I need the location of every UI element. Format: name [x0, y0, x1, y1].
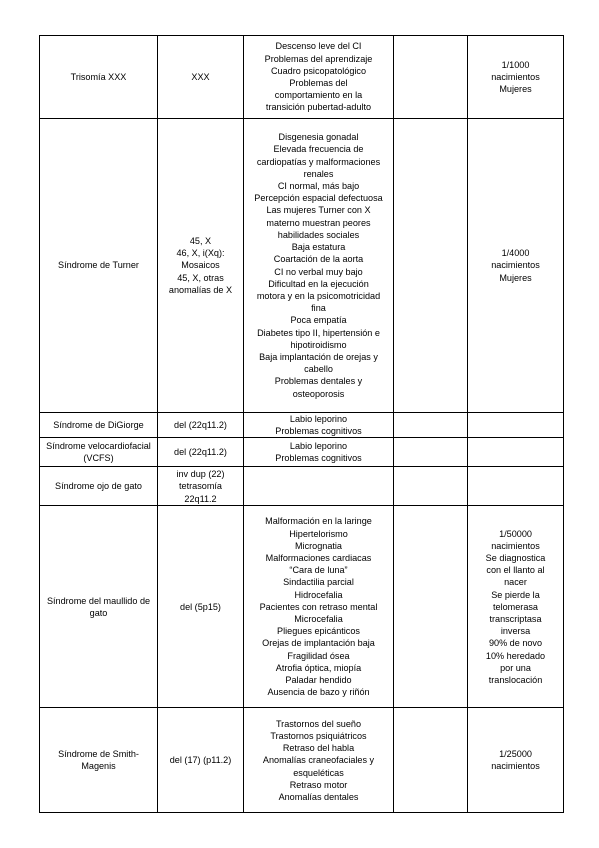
- syndrome-name: Síndrome velocardiofacial (VCFS): [46, 441, 151, 464]
- cell-line: cardiopatías y malformaciones: [256, 156, 381, 167]
- cell-line: Malformación en la laringe: [265, 516, 372, 527]
- incidence-cell: [468, 506, 564, 708]
- cell-line: del (22q11.2): [174, 447, 227, 458]
- cell-line: del (22q11.2): [174, 420, 227, 431]
- empty-cell: [394, 506, 468, 708]
- cell-line: nacimientos: [491, 71, 540, 82]
- cell-line: Ausencia de bazo y riñón: [267, 687, 370, 698]
- cell-line: Elevada frecuencia de: [273, 144, 364, 155]
- cell-line: anomalías de X: [168, 284, 233, 295]
- empty-cell: [394, 708, 468, 813]
- cell-line: Mujeres: [499, 272, 532, 283]
- cell-line: transición pubertad-adulto: [265, 102, 372, 113]
- cell-line: CI no verbal muy bajo: [274, 266, 363, 277]
- features-cell: [244, 708, 394, 813]
- karyotype-cell: [158, 36, 244, 119]
- cell-line: Retraso motor: [289, 779, 348, 790]
- table-row: [40, 708, 564, 813]
- cell-line: CI normal, más bajo: [277, 181, 360, 192]
- cell-line: Labio leporino: [289, 414, 348, 424]
- syndrome-name-cell: [40, 438, 158, 467]
- cell-line: “Cara de luna”: [289, 565, 348, 576]
- karyotype-cell: [158, 413, 244, 438]
- table-row: [40, 119, 564, 413]
- features-cell: [244, 119, 394, 413]
- syndrome-name-cell: [40, 413, 158, 438]
- cell-line: transcriptasa: [489, 614, 542, 624]
- cell-line: 1/50000: [499, 528, 532, 539]
- cell-line: motora y en la psicomotricidad: [256, 290, 381, 301]
- syndrome-name: Síndrome ojo de gato: [55, 481, 142, 492]
- cell-line: con el llanto al: [486, 565, 545, 576]
- cell-line: inversa: [500, 626, 531, 637]
- cell-line: Sindactilia parcial: [283, 577, 354, 588]
- cell-line: renales: [303, 168, 334, 179]
- cell-line: Coartación de la aorta: [273, 254, 364, 265]
- empty-cell: [394, 119, 468, 413]
- cell-line: Hipertelorismo: [289, 528, 348, 539]
- cell-line: Malformaciones cardiacas: [265, 552, 372, 563]
- cell-line: materno muestran peores: [266, 217, 371, 228]
- empty-cell: [394, 438, 468, 467]
- incidence-cell: [468, 36, 564, 119]
- cell-line: Problemas dentales y: [274, 376, 363, 387]
- cell-line: Trastornos psiquiátricos: [270, 730, 367, 741]
- cell-line: 22q11.2: [184, 493, 217, 504]
- cell-line: nacimientos: [491, 761, 540, 772]
- cell-line: Disgenesia gonadal: [278, 132, 359, 143]
- karyotype-cell: [158, 119, 244, 413]
- cell-line: Se pierde la: [491, 589, 540, 600]
- cell-line: Orejas de implantación baja: [262, 638, 375, 649]
- cell-line: XXX: [191, 71, 210, 82]
- syndrome-name: Síndrome del maullido de gato: [46, 595, 151, 618]
- karyotype-cell: [158, 438, 244, 467]
- cell-line: del (17) (p11.2): [169, 755, 232, 766]
- cell-line: Dificultad en la ejecución: [268, 278, 369, 289]
- table-row: [40, 467, 564, 506]
- cell-line: nacimientos: [491, 260, 540, 271]
- cell-line: nacimientos: [491, 540, 540, 551]
- cell-line: por una: [500, 662, 531, 673]
- cell-line: Atrofia óptica, miopía: [275, 662, 362, 673]
- table-row: [40, 413, 564, 438]
- cell-line: 45, X, otras: [177, 272, 224, 283]
- syndrome-name: Síndrome de Turner: [58, 260, 139, 271]
- incidence-cell: [468, 119, 564, 413]
- cell-line: Pliegues epicánticos: [277, 626, 360, 637]
- cell-line: comportamiento en la: [274, 90, 363, 101]
- table-row: [40, 36, 564, 119]
- cell-line: Se diagnostica: [485, 552, 546, 563]
- features-cell: [244, 438, 394, 467]
- cell-line: Paladar hendido: [285, 675, 352, 686]
- cell-line: Cuadro psicopatológico: [270, 65, 367, 76]
- cell-line: Microcefalia: [294, 614, 343, 624]
- features-cell: [244, 467, 394, 506]
- features-cell: [244, 36, 394, 119]
- syndrome-name: Síndrome de DiGiorge: [53, 420, 144, 431]
- cell-line: Anomalías craneofaciales y: [262, 755, 375, 766]
- cell-line: Poca empatía: [290, 315, 347, 326]
- karyotype-cell: [158, 467, 244, 506]
- syndrome-name-cell: [40, 506, 158, 708]
- cell-line: 46, X, i(Xq):: [176, 248, 225, 259]
- features-cell: [244, 506, 394, 708]
- cell-line: Diabetes tipo II, hipertensión e: [257, 327, 380, 338]
- cell-line: 1/1000: [501, 59, 530, 70]
- cell-line: Labio leporino: [289, 441, 348, 452]
- cell-line: Mujeres: [499, 84, 532, 95]
- cell-line: inv dup (22): [176, 469, 225, 480]
- table-row: [40, 506, 564, 708]
- cell-line: Hidrocefalia: [294, 589, 343, 600]
- syndrome-name: Trisomía XXX: [70, 71, 127, 82]
- cell-line: Trastornos del sueño: [275, 718, 362, 729]
- cell-line: esqueléticas: [293, 767, 344, 778]
- syndrome-name: Síndrome de Smith-Magenis: [58, 749, 139, 772]
- cell-line: Anomalías dentales: [278, 791, 359, 802]
- syndrome-table: [39, 35, 564, 813]
- incidence-cell: [468, 708, 564, 813]
- cell-line: Problemas del: [289, 78, 348, 88]
- cell-line: Pacientes con retraso mental: [259, 601, 378, 612]
- syndrome-name-cell: [40, 119, 158, 413]
- cell-line: Micrognatia: [294, 540, 342, 551]
- cell-line: osteoporosis: [292, 388, 345, 399]
- cell-line: Baja estatura: [291, 242, 346, 253]
- cell-line: fina: [311, 303, 326, 314]
- cell-line: 1/4000: [501, 248, 530, 259]
- cell-line: Percepción espacial defectuosa: [254, 193, 383, 204]
- table-row: [40, 438, 564, 467]
- cell-line: translocación: [488, 675, 543, 686]
- cell-line: 45, X: [189, 235, 212, 246]
- cell-line: Retraso del habla: [282, 743, 355, 754]
- cell-line: tetrasomía: [179, 481, 222, 492]
- cell-line: hipotiroidismo: [290, 339, 347, 350]
- syndrome-table-body: [40, 36, 564, 813]
- empty-cell: [394, 413, 468, 438]
- cell-line: Problemas del aprendizaje: [264, 53, 373, 64]
- cell-line: cabello: [304, 364, 333, 375]
- features-cell: [244, 413, 394, 438]
- syndrome-name-cell: [40, 708, 158, 813]
- karyotype-cell: [158, 506, 244, 708]
- cell-line: 1/25000: [499, 749, 532, 760]
- empty-cell: [394, 36, 468, 119]
- incidence-cell: [468, 413, 564, 438]
- syndrome-name-cell: [40, 36, 158, 119]
- cell-line: Fragilidad ósea: [287, 650, 350, 661]
- cell-line: 90% de novo: [488, 638, 543, 649]
- cell-line: nacer: [504, 577, 527, 588]
- cell-line: Mosaicos: [181, 260, 220, 271]
- karyotype-cell: [158, 708, 244, 813]
- empty-cell: [394, 467, 468, 506]
- cell-line: del (5p15): [180, 601, 221, 612]
- incidence-cell: [468, 467, 564, 506]
- cell-line: Problemas cognitivos: [275, 426, 362, 437]
- cell-line: Las mujeres Turner con X: [266, 205, 371, 216]
- cell-line: 10% heredado: [485, 650, 546, 661]
- incidence-cell: [468, 438, 564, 467]
- cell-line: habilidades sociales: [277, 229, 360, 240]
- cell-line: Problemas cognitivos: [275, 453, 362, 464]
- cell-line: telomerasa: [493, 601, 538, 612]
- syndrome-name-cell: [40, 467, 158, 506]
- cell-line: Baja implantación de orejas y: [259, 351, 378, 362]
- cell-line: Descenso leve del CI: [275, 41, 362, 52]
